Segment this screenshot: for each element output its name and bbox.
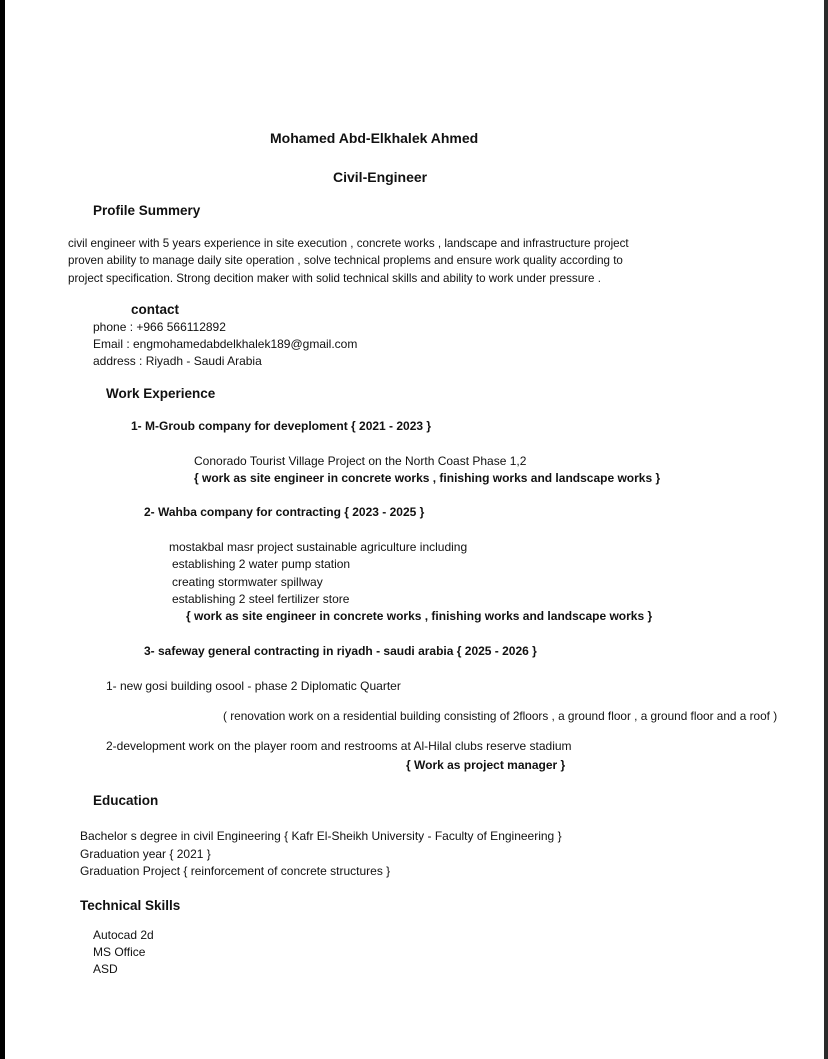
experience-heading: Work Experience xyxy=(106,386,216,401)
profile-line: project specification. Strong decition maker with solid technical skills and ability to work under pressure . xyxy=(68,272,601,285)
job-project-detail: ( renovation work on a residential building consisting of 2floors , a ground floor , a ground floor and a roof ) xyxy=(223,709,778,723)
job-title: 1- M-Groub company for deveploment { 2021 - 2023 } xyxy=(131,419,432,433)
job-role: { work as site engineer in concrete works , finishing works and landscape works } xyxy=(194,471,661,485)
scan-right-edge xyxy=(824,0,828,1059)
education-line: Bachelor s degree in civil Engineering { Kafr El-Sheikh University - Faculty of Engineering } xyxy=(80,829,562,843)
job-title: 2- Wahba company for contracting { 2023 - 2025 } xyxy=(144,505,425,519)
resume-name: Mohamed Abd-Elkhalek Ahmed xyxy=(270,130,479,146)
contact-phone: phone : +966 566112892 xyxy=(93,320,226,334)
job-project: 2-development work on the player room and restrooms at Al-Hilal clubs reserve stadium xyxy=(106,739,572,753)
job-project-item: establishing 2 water pump station xyxy=(172,557,351,571)
skill-item: Autocad 2d xyxy=(93,928,154,942)
education-heading: Education xyxy=(93,793,159,808)
job-title: 3- safeway general contracting in riyadh - saudi arabia { 2025 - 2026 } xyxy=(144,644,537,658)
skill-item: ASD xyxy=(93,962,118,976)
job-title: Civil-Engineer xyxy=(333,169,428,185)
job-role: { work as site engineer in concrete works , finishing works and landscape works } xyxy=(186,609,653,623)
contact-heading: contact xyxy=(131,302,180,317)
job-project-item: creating stormwater spillway xyxy=(172,575,323,589)
profile-line: proven ability to manage daily site operation , solve technical proplems and ensure work quality according to xyxy=(68,254,623,267)
profile-line: civil engineer with 5 years experience in site execution , concrete works , landscape and infrastructure project xyxy=(68,237,629,250)
job-project: mostakbal masr project sustainable agriculture including xyxy=(169,540,468,554)
skills-heading: Technical Skills xyxy=(80,898,181,913)
job-project: 1- new gosi building osool - phase 2 Diplomatic Quarter xyxy=(106,679,401,693)
job-project: Conorado Tourist Village Project on the North Coast Phase 1,2 xyxy=(194,454,527,468)
education-line: Graduation Project { reinforcement of concrete structures } xyxy=(80,864,391,878)
job-role: { Work as project manager } xyxy=(406,758,566,772)
skill-item: MS Office xyxy=(93,945,146,959)
education-line: Graduation year { 2021 } xyxy=(80,847,211,861)
contact-address: address : Riyadh - Saudi Arabia xyxy=(93,354,262,368)
profile-heading: Profile Summery xyxy=(93,203,201,218)
contact-email: Email : engmohamedabdelkhalek189@gmail.com xyxy=(93,337,358,351)
scan-left-edge xyxy=(0,0,5,1059)
job-project-item: establishing 2 steel fertilizer store xyxy=(172,592,350,606)
